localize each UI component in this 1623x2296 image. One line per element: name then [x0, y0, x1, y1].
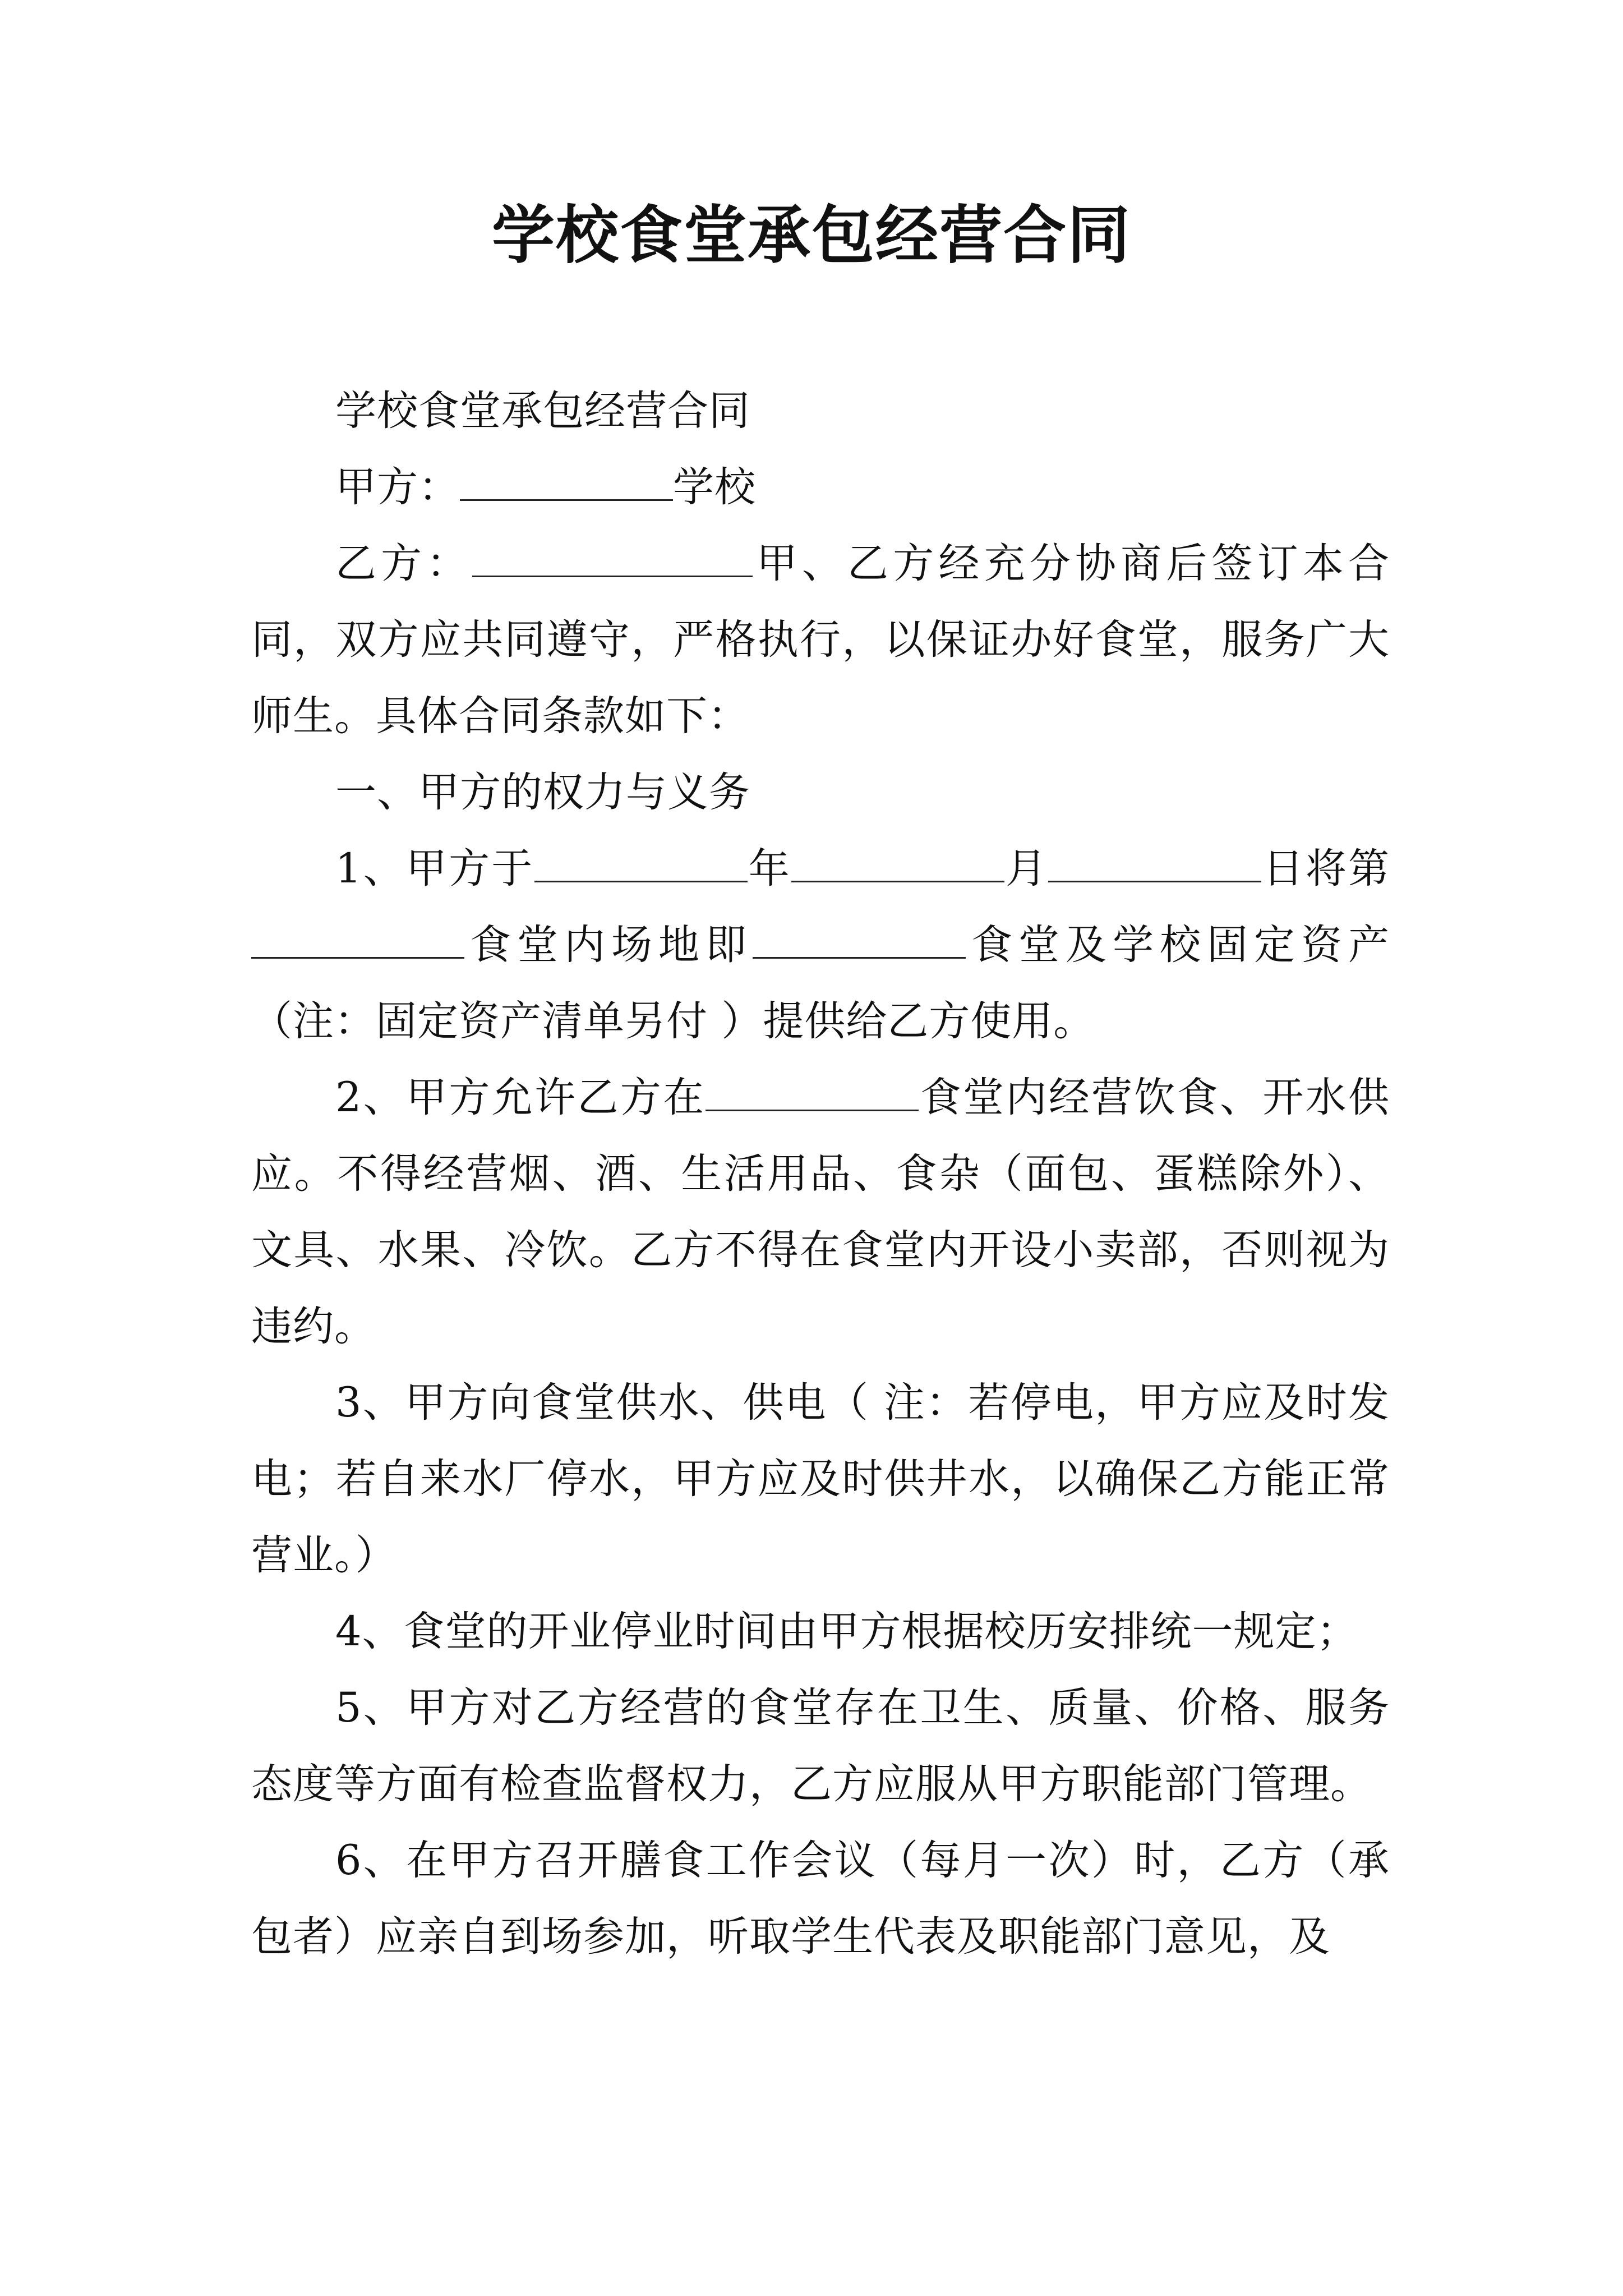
canteen-name-blank — [753, 922, 966, 959]
party-b-label: 乙方： — [335, 540, 472, 587]
year-blank — [534, 846, 748, 882]
clause-2-part-a: 2、甲方允许乙方在 — [335, 1074, 706, 1121]
clause-1-part-f: 食堂及学校固定资产（注：固定资产清单另付 ）提供给乙方使用。 — [251, 921, 1390, 1045]
clause-1 — [251, 831, 1390, 1060]
canteen-location-blank — [706, 1075, 919, 1111]
clause-1-part-a: 1、甲方于 — [335, 845, 534, 892]
clause-6: 6、在甲方召开膳食工作会议（每月一次）时，乙方（承包者）应亲自到场参加，听取学生代表及职能部门意见，及 — [251, 1837, 1390, 1961]
canteen-number-blank — [251, 922, 464, 959]
party-a-suffix: 学校 — [673, 463, 756, 511]
clause-1-part-d: 日将第 — [1261, 845, 1390, 892]
clause-1-part-e: 食堂内场地即 — [464, 921, 753, 969]
clause-1-part-c: 月 — [1004, 845, 1049, 892]
party-b-text: 甲、乙方经充分协商后签订本合同，双方应共同遵守，严格执行，以保证办好食堂，服务广大师生。具体合同条款如下： — [251, 540, 1390, 740]
month-blank — [791, 846, 1004, 882]
document-title: 学校食堂承包经营合同 — [492, 199, 1131, 272]
heading-line: 学校食堂承包经营合同 — [335, 387, 750, 435]
party-a-blank — [460, 464, 673, 501]
party-b-blank — [472, 541, 753, 577]
clause-4: 4、食堂的开业停业时间由甲方根据校历安排统一规定； — [335, 1608, 1358, 1655]
party-b-paragraph — [251, 526, 1390, 754]
party-a-line — [251, 449, 1390, 526]
clause-2 — [251, 1060, 1390, 1365]
clause-5: 5、甲方对乙方经营的食堂存在卫生、质量、价格、服务态度等方面有检查监督权力，乙方应服从甲方职能部门管理。 — [251, 1684, 1390, 1808]
party-a-label: 甲方： — [335, 463, 460, 511]
section-heading: 一、甲方的权力与义务 — [335, 769, 750, 816]
clause-2-part-b: 食堂内经营饮食、开水供应。不得经营烟、酒、生活用品、食杂（面包、蛋糕除外）、文具、水果、冷饮。乙方不得在食堂内开设小卖部，否则视为违约。 — [251, 1074, 1390, 1350]
clause-1-part-b: 年 — [747, 845, 791, 892]
day-blank — [1048, 846, 1261, 882]
document-body — [251, 373, 1390, 1975]
clause-3: 3、甲方向食堂供水、供电（ 注：若停电，甲方应及时发电；若自来水厂停水，甲方应及时供井水，以确保乙方能正常营业。） — [251, 1379, 1390, 1579]
